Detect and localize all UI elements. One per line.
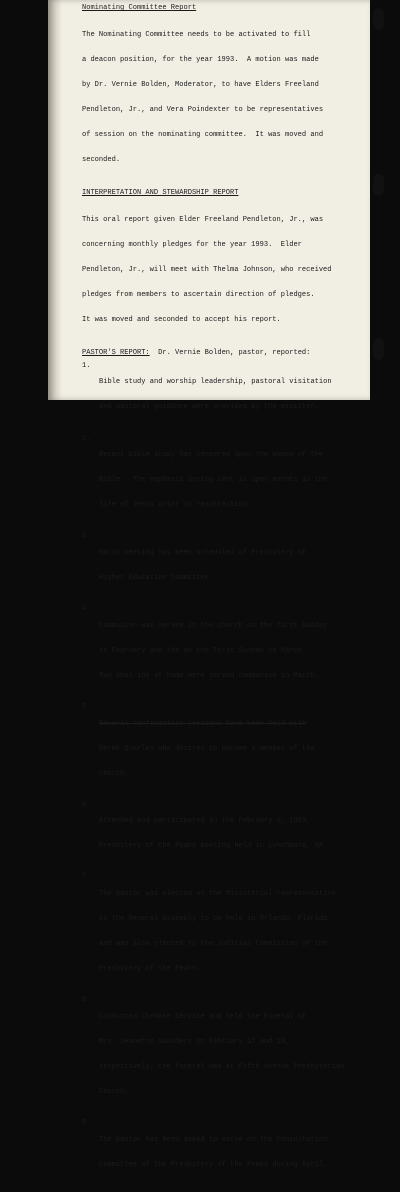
item-line: Committee of the Presbytery of the Peaks during April. — [99, 1160, 328, 1169]
paragraph-line: Pendleton, Jr., and Vera Poindexter to be representatives — [82, 106, 324, 115]
item-text — [99, 801, 323, 868]
item-line: Communion was served in the church on the first Sunday — [99, 621, 328, 630]
item-line: Church. — [99, 1087, 129, 1096]
item-line: in February and the on the First Sunday in March. — [99, 646, 307, 655]
report-item — [82, 435, 366, 527]
item-text — [99, 532, 306, 599]
binder-hole — [373, 174, 384, 196]
item-number: 5. — [82, 702, 91, 711]
item-line: Conducted theWake Service and held the Funeral of — [99, 1012, 307, 1021]
document-page — [48, 0, 370, 1169]
item-number: 8. — [82, 996, 91, 1005]
item-line: Two shut-ins at home were served communion in March. — [99, 671, 319, 680]
item-line: Derek Quarles who desires to become a member of the — [99, 744, 315, 753]
report-item — [82, 362, 366, 429]
report-item — [82, 703, 366, 795]
paragraph-line: This oral report given Elder Freeland Pendleton, Jr., was — [82, 216, 324, 225]
binder-hole — [373, 338, 384, 360]
item-line: Mrs. Jeanette Saunders on February 17 and 18, — [99, 1037, 290, 1046]
report-item — [82, 873, 366, 990]
report-item — [82, 801, 366, 868]
item-line: Recent bible study has centered upon the Women of the — [99, 451, 324, 460]
section-heading: INTERPRETATION AND STEWARDSHIP REPORT — [82, 189, 239, 198]
item-number: 7. — [82, 873, 91, 882]
report-item — [82, 1119, 366, 1186]
item-line: Several confirmation sessions have been held with — [99, 719, 307, 728]
section-paragraph — [82, 200, 366, 342]
nominating-committee-section — [82, 4, 366, 181]
report-item — [82, 605, 366, 697]
item-text — [99, 435, 327, 527]
paragraph-line: concerning monthly pledges for the year 1993. Elder — [82, 241, 302, 250]
paragraph-line: It was moved and seconded to accept his report. — [82, 316, 281, 325]
item-text — [99, 605, 327, 697]
item-line: and pastoral guidance were provided by the minister. — [99, 403, 319, 412]
section-heading: PASTOR'S REPORT: — [82, 349, 150, 358]
item-line: Presbytery of the Peaks meeting held in Lynchburg, VA — [99, 842, 324, 851]
paragraph-line: The Nominating Committee needs to be activated to fill — [82, 31, 311, 40]
item-number: 3. — [82, 532, 91, 541]
item-number: 4. — [82, 605, 91, 614]
paragraph-line: a deacon position, for the year 1993. A motion was made — [82, 56, 319, 65]
paragraph-line: Pendleton, Jr., will meet with Thelma Johnson, who received — [82, 266, 332, 275]
item-number: 9. — [82, 1118, 91, 1127]
item-number: 2. — [82, 434, 91, 443]
item-line: Bible study and worship leadership, pastoral visitation — [99, 378, 332, 387]
item-line: Bible. The emphasis during Lent is upon events in the — [99, 476, 328, 485]
item-line: to the General Assembly to be held in Orlando, Florida, — [99, 915, 332, 924]
item-text — [99, 362, 332, 429]
item-line: and was also elected to the Judicial Commission of the — [99, 940, 328, 949]
binder-hole — [373, 8, 384, 30]
item-text — [99, 873, 336, 990]
item-line: life of Jesus prior to resurrection. — [99, 501, 252, 510]
paragraph-line: by Dr. Vernie Bolden, Moderator, to have Elders Freeland — [82, 81, 319, 90]
item-text — [99, 996, 344, 1113]
paragraph-line: of session on the nominating committee. It was moved and — [82, 131, 324, 140]
item-line: church. — [99, 769, 129, 778]
stewardship-section — [82, 189, 366, 341]
item-number: 1. — [82, 361, 91, 370]
paragraph-line: pledges from members to ascertain direction of pledges. — [82, 291, 315, 300]
report-item — [82, 996, 366, 1113]
item-line: The pastor was elected as the Ministerial representative — [99, 890, 336, 899]
item-line: March meeting has been scheduled of Presbytery of — [99, 548, 307, 557]
item-text — [99, 703, 315, 795]
item-line: Attended and participated in the February 6, 1993, — [99, 817, 311, 826]
item-number: 6. — [82, 800, 91, 809]
item-line: Higher Education Committee. — [99, 574, 214, 582]
paragraph-line: seconded. — [82, 156, 121, 165]
item-line: Presbytery of the Peaks. — [99, 965, 201, 974]
item-line: The pastor has been asked to serve on the Consultation — [99, 1135, 328, 1144]
item-line: respectively; the funeral was at Fifth Avenue Presbyterian — [99, 1062, 345, 1071]
section-heading: Nominating Committee Report — [82, 4, 197, 12]
pastors-report-section — [82, 349, 366, 1185]
pastors-report-header — [82, 349, 366, 357]
report-presenter: Dr. Vernie Bolden, pastor, reported: — [158, 349, 311, 358]
document-body — [82, 4, 366, 1192]
section-paragraph — [82, 14, 366, 181]
item-text — [99, 1119, 327, 1186]
report-item — [82, 532, 366, 599]
